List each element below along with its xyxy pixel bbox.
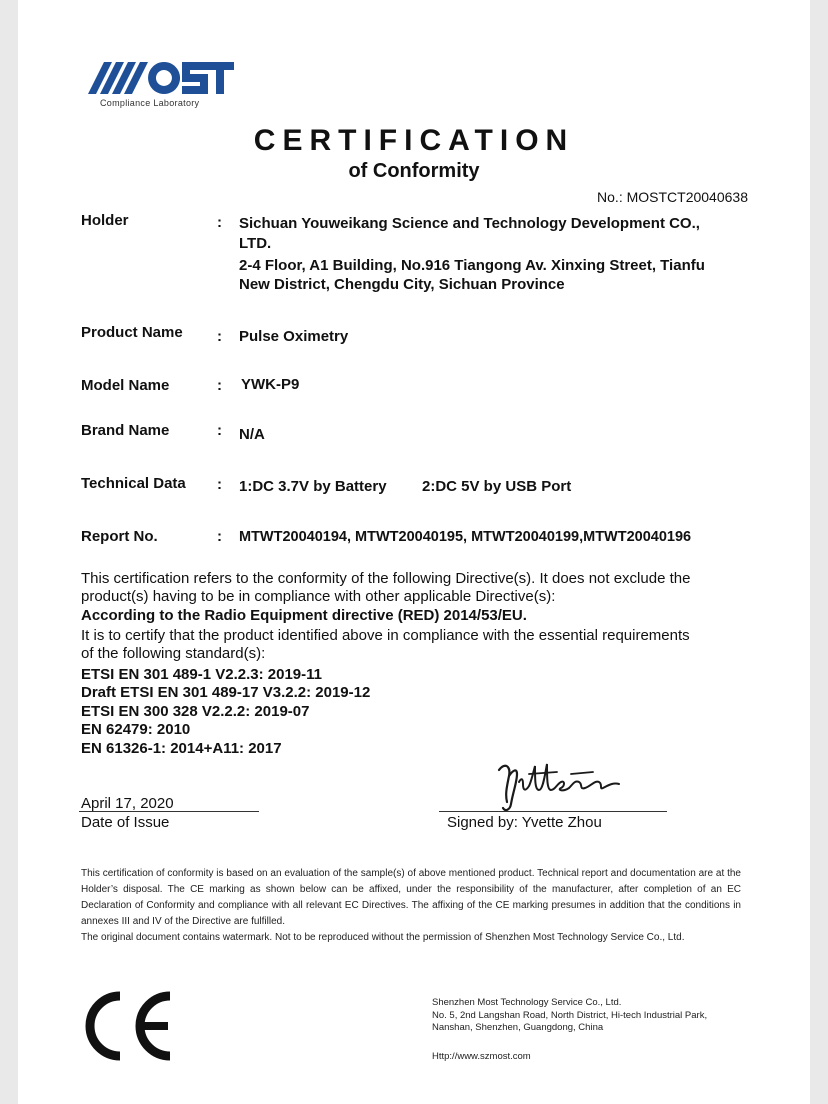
model-name-value: YWK-P9 [241, 376, 300, 393]
standard-item: Draft ETSI EN 301 489-17 V3.2.2: 2019-12 [81, 684, 371, 701]
standard-item: EN 61326-1: 2014+A11: 2017 [81, 740, 282, 757]
directive-text: According to the Radio Equipment directive (RED) 2014/53/EU. [81, 607, 527, 624]
brand-name-colon: : [217, 422, 222, 439]
company-name: Shenzhen Most Technology Service Co., Ltd. [432, 997, 622, 1008]
technical-data-value2: 2:DC 5V by USB Port [422, 478, 572, 495]
certificate-subtitle: of Conformity [348, 160, 480, 182]
ce-mark-icon [82, 990, 177, 1062]
certificate-title: CERTIFICATION [253, 124, 575, 157]
standard-item: ETSI EN 301 489-1 V2.2.3: 2019-11 [81, 666, 322, 683]
technical-data-label: Technical Data [81, 475, 186, 492]
most-logo-graphic [86, 58, 236, 98]
company-website: Http://www.szmost.com [432, 1051, 531, 1062]
certificate-number: No.: MOSTCT20040638 [597, 189, 748, 205]
company-address-line1: No. 5, 2nd Langshan Road, North District, Hi-tech Industrial Park, [432, 1010, 708, 1021]
issue-date: April 17, 2020 [81, 795, 174, 812]
brand-name-value: N/A [239, 426, 265, 443]
product-name-value: Pulse Oximetry [239, 328, 349, 345]
body-p1-line1: This certification refers to the conformity of the following Directive(s). It does not exclude the [81, 570, 691, 587]
body-p2-line2: of the following standard(s): [81, 645, 266, 662]
technical-data-colon: : [217, 476, 222, 493]
body-p1-line2: product(s) having to be in compliance with other applicable Directive(s): [81, 588, 556, 605]
issue-date-label: Date of Issue [81, 814, 170, 831]
model-name-label: Model Name [81, 377, 170, 394]
report-no-value: MTWT20040194, MTWT20040195, MTWT20040199,MTWT20040196 [239, 529, 692, 545]
product-name-label: Product Name [81, 324, 183, 341]
technical-data-value1: 1:DC 3.7V by Battery [239, 478, 387, 495]
company-address-line2: Nanshan, Shenzhen, Guangdong, China [432, 1022, 604, 1033]
report-no-colon: : [217, 528, 222, 545]
holder-colon: : [217, 214, 222, 231]
holder-address-line1: 2-4 Floor, A1 Building, No.916 Tiangong Av. Xinxing Street, Tianfu [239, 257, 705, 274]
standard-item: EN 62479: 2010 [81, 721, 191, 738]
holder-name-line2: LTD. [239, 235, 272, 252]
holder-name-line1: Sichuan Youweikang Science and Technology Development CO., [239, 215, 700, 232]
body-p2-line1: It is to certify that the product identified above in compliance with the essential requirements [81, 627, 690, 644]
issue-date-line [79, 811, 259, 812]
model-name-colon: : [217, 377, 222, 394]
signature-label: Signed by: Yvette Zhou [447, 814, 602, 831]
footnote-text2: The original document contains watermark. Not to be reproduced without the permission of Shenzhen Most Technology Service Co., Ltd. [81, 932, 685, 943]
handwritten-signature [495, 752, 625, 816]
logo-subtitle: Compliance Laboratory [100, 98, 200, 108]
product-name-colon: : [217, 328, 222, 345]
holder-label: Holder [81, 212, 129, 229]
footnote-text: This certification of conformity is based on an evaluation of the sample(s) of above mentioned product. Technical report and documentation are at the Holder’s disposal. The CE marking as shown below can be affixed, under the responsibility of the manufacturer, after completion of an EC Declaration of Conformity and compliance with all relevant EC Directives. The affixing of the CE marking presumes in addition that the conditions in annexes III and IV of the Directive are fulfilled. [81, 868, 741, 927]
brand-name-label: Brand Name [81, 422, 170, 439]
standard-item: ETSI EN 300 328 V2.2.2: 2019-07 [81, 703, 310, 720]
holder-address-line2: New District, Chengdu City, Sichuan Province [239, 276, 565, 293]
report-no-label: Report No. [81, 528, 158, 545]
signature-line [439, 811, 667, 812]
